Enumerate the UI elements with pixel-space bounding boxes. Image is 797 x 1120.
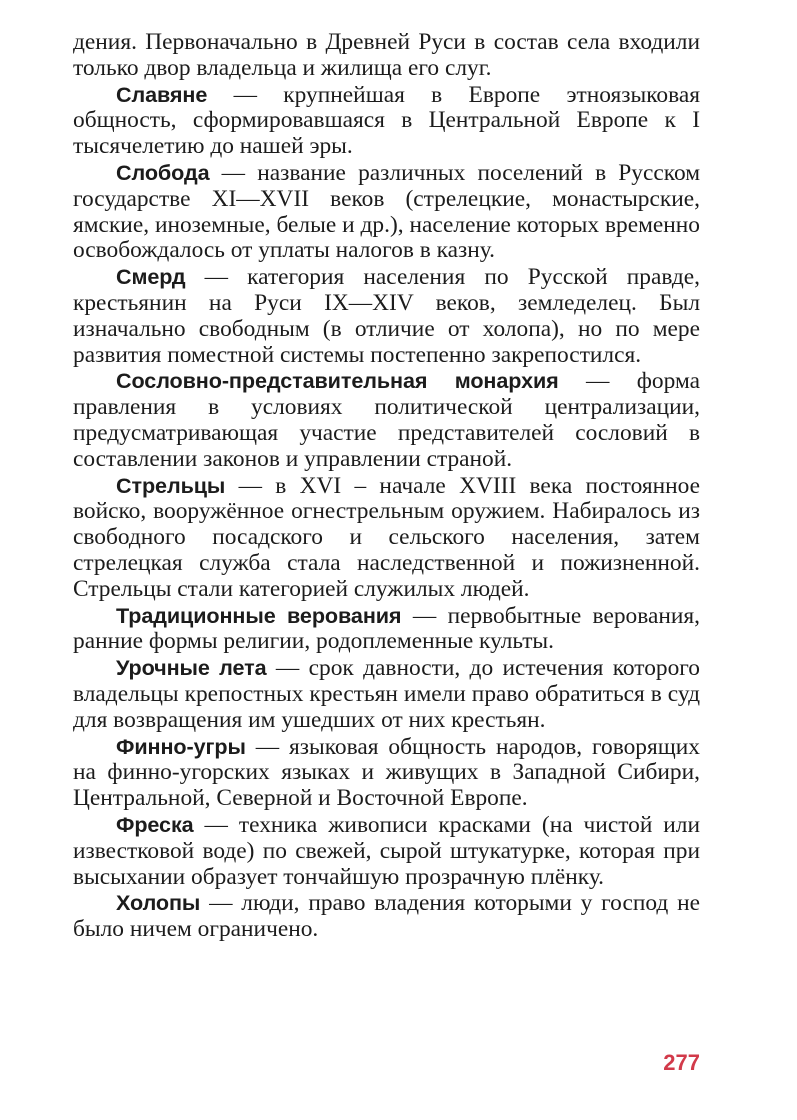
glossary-entry-smerd xyxy=(73,264,700,368)
glossary-definition: — люди, право владения которыми у господ не было ничем ограничено. xyxy=(73,890,700,943)
glossary-term: Славяне xyxy=(116,81,208,107)
glossary-definition: — языковая общность народов, говорящих на финно-угорских языках и живущих в Западной Сибири, Центральной, Северной и Восточной Европе. xyxy=(73,733,700,812)
glossary-term: Смерд xyxy=(116,264,186,290)
glossary-term: Урочные лета xyxy=(116,655,267,681)
glossary-entry-slavyane xyxy=(73,82,700,160)
glossary-entry-sloboda xyxy=(73,160,700,264)
glossary-term: Традиционные верования xyxy=(116,602,402,628)
glossary-definition: — первобытные верования, ранние формы религии, родоплеменные культы. xyxy=(73,602,700,655)
page-number: 277 xyxy=(663,1050,700,1075)
glossary-definition: — форма правления в условиях политической централизации, предусматривающая участие представителей сословий в составлении законов и управлении страной. xyxy=(73,368,700,472)
glossary-term: Фреска xyxy=(116,811,194,837)
glossary-entry-finno-ugry xyxy=(73,734,700,812)
glossary-definition: — название различных поселений в Русском государстве XI—XVII веков (стрелецкие, монастырские, ямские, иноземные, белые и др.), население которых временно освобождалось от уплаты налогов в казну. xyxy=(73,159,700,264)
glossary-term: Финно-угры xyxy=(116,733,246,759)
glossary-term: Холопы xyxy=(116,890,201,916)
glossary-entry-urochnye-leta xyxy=(73,655,700,733)
glossary-definition: — категория населения по Русской правде, крестьянин на Руси IX—XIV веков, земледелец. Был изначально свободным (в отличие от холопа), но по мере развития поместной системы постепенно закрепостился. xyxy=(73,264,700,368)
glossary-definition: — в XVI – начале XVIII века постоянное войско, вооружённое огнестрельным оружием. Набиралось из свободного посадского и сельского населения, затем стрелецкая служба стала наследственной и пожизненной. Стрельцы стали категорией служилых людей. xyxy=(73,472,700,602)
glossary-definition: — срок давности, до истечения которого владельцы крепостных крестьян имели право обратиться в суд для возвращения им ушедших от них крестьян. xyxy=(73,655,700,733)
glossary-entry-freska xyxy=(73,812,700,890)
glossary-entry-streltsy xyxy=(73,473,700,603)
glossary-definition: — крупнейшая в Европе этноязыковая общность, сформировавшаяся в Центральной Европе к I тысячелетию до нашей эры. xyxy=(73,81,700,160)
glossary-term: Сословно-представительная монархия xyxy=(116,368,559,394)
glossary-term: Стрельцы xyxy=(116,472,226,498)
glossary-definition: — техника живописи красками (на чистой или известковой воде) по свежей, сырой штукатурке, которая при высыхании образует тончайшую прозрачную плёнку. xyxy=(73,811,700,890)
glossary-entry-kholopy xyxy=(73,890,700,943)
intro-paragraph: дения. Первоначально в Древней Руси в состав села входили только двор владельца и жилища его слуг. xyxy=(73,29,700,81)
glossary-entry-beliefs xyxy=(73,603,700,656)
glossary-term: Слобода xyxy=(116,159,210,185)
glossary-entry-monarchy xyxy=(73,368,700,472)
glossary-page xyxy=(73,30,700,943)
